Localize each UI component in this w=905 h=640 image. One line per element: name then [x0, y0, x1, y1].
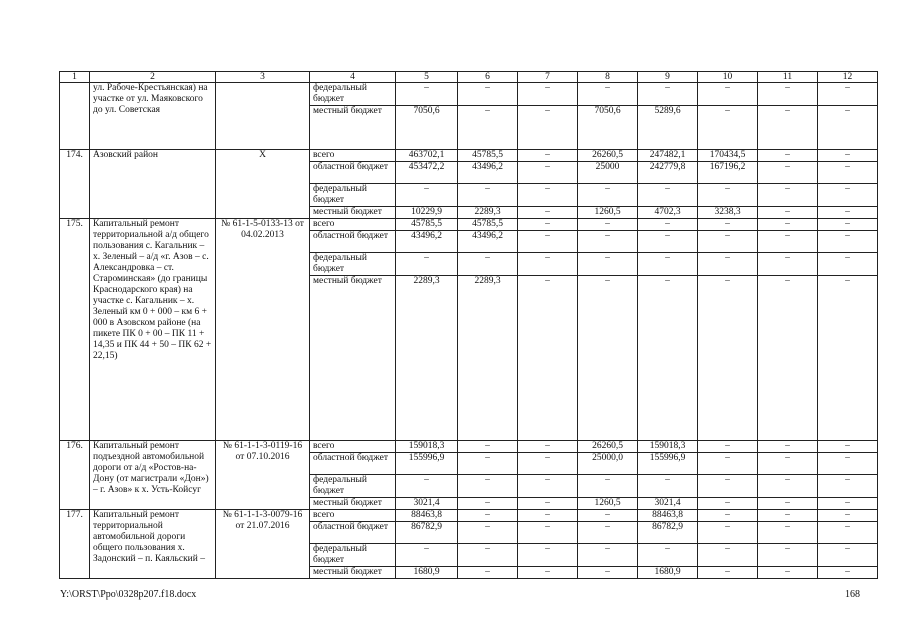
amount-cell: 25000,0 — [578, 453, 638, 475]
amount-cell: – — [698, 184, 758, 207]
amount-cell: – — [518, 544, 578, 567]
amount-cell: 159018,3 — [396, 441, 458, 453]
column-header: 8 — [578, 72, 638, 83]
amount-cell: – — [758, 544, 818, 567]
document-ref: № 61-1-1-3-0119-16 от 07.10.2016 — [216, 441, 310, 510]
row-number: 174. — [60, 150, 90, 219]
funding-source: местный бюджет — [310, 276, 396, 441]
amount-cell: – — [818, 150, 878, 162]
amount-cell: – — [698, 475, 758, 498]
amount-cell: – — [818, 162, 878, 184]
amount-cell: – — [698, 106, 758, 150]
column-header: 9 — [638, 72, 698, 83]
amount-cell: – — [698, 441, 758, 453]
amount-cell: – — [578, 253, 638, 276]
amount-cell: – — [518, 150, 578, 162]
amount-cell: – — [758, 83, 818, 106]
amount-cell: 43496,2 — [396, 231, 458, 253]
amount-cell: – — [698, 219, 758, 231]
amount-cell: – — [698, 544, 758, 567]
amount-cell: – — [818, 498, 878, 510]
amount-cell: – — [698, 510, 758, 522]
amount-cell: – — [578, 184, 638, 207]
row-number: 177. — [60, 510, 90, 579]
amount-cell: – — [698, 276, 758, 441]
amount-cell: – — [458, 475, 518, 498]
amount-cell: – — [458, 106, 518, 150]
amount-cell: – — [698, 83, 758, 106]
amount-cell: – — [458, 567, 518, 579]
amount-cell: – — [396, 475, 458, 498]
amount-cell: 5289,6 — [638, 106, 698, 150]
amount-cell: – — [518, 567, 578, 579]
amount-cell: – — [578, 544, 638, 567]
amount-cell: 167196,2 — [698, 162, 758, 184]
amount-cell: 43496,2 — [458, 231, 518, 253]
funding-source: местный бюджет — [310, 207, 396, 219]
funding-source: федеральный бюджет — [310, 253, 396, 276]
amount-cell: 3238,3 — [698, 207, 758, 219]
funding-source: федеральный бюджет — [310, 83, 396, 106]
funding-source: всего — [310, 219, 396, 231]
amount-cell: – — [758, 231, 818, 253]
amount-cell: – — [818, 184, 878, 207]
amount-cell: – — [518, 510, 578, 522]
funding-source: всего — [310, 510, 396, 522]
column-header: 2 — [90, 72, 216, 83]
amount-cell: – — [698, 453, 758, 475]
amount-cell: – — [758, 475, 818, 498]
amount-cell: – — [818, 441, 878, 453]
funding-source: областной бюджет — [310, 522, 396, 544]
amount-cell: – — [818, 276, 878, 441]
amount-cell: – — [518, 106, 578, 150]
funding-source: федеральный бюджет — [310, 184, 396, 207]
funding-source: федеральный бюджет — [310, 544, 396, 567]
column-header: 1 — [60, 72, 90, 83]
funding-source: всего — [310, 150, 396, 162]
amount-cell: 155996,9 — [396, 453, 458, 475]
amount-cell: 242779,8 — [638, 162, 698, 184]
amount-cell: 170434,5 — [698, 150, 758, 162]
amount-cell: – — [578, 567, 638, 579]
amount-cell: – — [818, 219, 878, 231]
amount-cell: – — [396, 83, 458, 106]
object-name: Азовский район — [90, 150, 216, 219]
object-name: Капитальный ремонт территориальной а/д общего пользования с. Кагальник – х. Зеленый – а/д «г. Азов – с. Александровка – ст. Староминская» (до границы Краснодарского края) на участке с. Кагальник – х. Зеленый км 0 + 000 – км 6 + 000 в Азовском районе (на пикете ПК 0 + 00 – ПК 11 + 14,35 и ПК 44 + 50 – ПК 62 + 22,15) — [90, 219, 216, 441]
amount-cell: 7050,6 — [578, 106, 638, 150]
header-row — [60, 72, 878, 83]
budget-table — [59, 71, 878, 579]
amount-cell: – — [758, 522, 818, 544]
amount-cell: 86782,9 — [638, 522, 698, 544]
funding-source: местный бюджет — [310, 106, 396, 150]
amount-cell: – — [458, 441, 518, 453]
amount-cell: – — [518, 453, 578, 475]
amount-cell: – — [818, 544, 878, 567]
amount-cell: – — [638, 253, 698, 276]
amount-cell: 2289,3 — [458, 276, 518, 441]
document-ref — [216, 83, 310, 150]
amount-cell: 463702,1 — [396, 150, 458, 162]
table-row — [60, 83, 878, 106]
amount-cell: – — [638, 231, 698, 253]
column-header: 7 — [518, 72, 578, 83]
amount-cell: – — [638, 219, 698, 231]
amount-cell: 453472,2 — [396, 162, 458, 184]
amount-cell: 26260,5 — [578, 150, 638, 162]
amount-cell: – — [638, 83, 698, 106]
amount-cell: 2289,3 — [396, 276, 458, 441]
amount-cell: – — [638, 276, 698, 441]
amount-cell: – — [758, 162, 818, 184]
amount-cell: – — [818, 253, 878, 276]
document-ref: № 61-1-1-3-0079-16 от 21.07.2016 — [216, 510, 310, 579]
funding-source: областной бюджет — [310, 162, 396, 184]
object-name: Капитальный ремонт подъездной автомобильной дороги от а/д «Ростов-на-Дону (от магистрали «Дон») – г. Азов» к х. Усть-Койсуг — [90, 441, 216, 510]
amount-cell: – — [698, 231, 758, 253]
amount-cell: – — [818, 453, 878, 475]
amount-cell: 1260,5 — [578, 498, 638, 510]
amount-cell: – — [758, 441, 818, 453]
column-header: 4 — [310, 72, 396, 83]
funding-source: местный бюджет — [310, 567, 396, 579]
amount-cell: – — [518, 231, 578, 253]
column-header: 3 — [216, 72, 310, 83]
amount-cell: – — [518, 276, 578, 441]
funding-source: областной бюджет — [310, 231, 396, 253]
page-number: 168 — [845, 589, 860, 600]
amount-cell: 2289,3 — [458, 207, 518, 219]
amount-cell: – — [818, 83, 878, 106]
amount-cell: – — [518, 83, 578, 106]
amount-cell: – — [758, 219, 818, 231]
amount-cell: 3021,4 — [638, 498, 698, 510]
amount-cell: 1260,5 — [578, 207, 638, 219]
amount-cell: – — [458, 184, 518, 207]
amount-cell: 88463,8 — [396, 510, 458, 522]
amount-cell: – — [578, 83, 638, 106]
column-header: 11 — [758, 72, 818, 83]
amount-cell: – — [698, 567, 758, 579]
amount-cell: – — [818, 510, 878, 522]
funding-source: областной бюджет — [310, 453, 396, 475]
amount-cell: – — [458, 253, 518, 276]
row-number: 176. — [60, 441, 90, 510]
amount-cell: 26260,5 — [578, 441, 638, 453]
amount-cell: – — [758, 276, 818, 441]
amount-cell: 45785,5 — [458, 150, 518, 162]
table-row — [60, 510, 878, 522]
amount-cell: – — [758, 567, 818, 579]
amount-cell: – — [518, 184, 578, 207]
table-row — [60, 150, 878, 162]
amount-cell: – — [458, 510, 518, 522]
amount-cell: – — [518, 441, 578, 453]
amount-cell: – — [458, 83, 518, 106]
amount-cell: – — [818, 567, 878, 579]
amount-cell: – — [818, 106, 878, 150]
amount-cell: – — [818, 207, 878, 219]
amount-cell: – — [396, 184, 458, 207]
amount-cell: – — [638, 544, 698, 567]
amount-cell: – — [758, 184, 818, 207]
amount-cell: 45785,5 — [458, 219, 518, 231]
amount-cell: – — [578, 219, 638, 231]
object-name: Капитальный ремонт территориальной автомобильной дороги общего пользования х. Задонский – п. Каяльский – — [90, 510, 216, 579]
funding-source: федеральный бюджет — [310, 475, 396, 498]
amount-cell: – — [758, 253, 818, 276]
amount-cell: – — [638, 475, 698, 498]
amount-cell: – — [458, 544, 518, 567]
amount-cell: – — [698, 498, 758, 510]
amount-cell: – — [396, 253, 458, 276]
amount-cell: – — [458, 453, 518, 475]
column-header: 5 — [396, 72, 458, 83]
amount-cell: – — [458, 522, 518, 544]
document-ref: Х — [216, 150, 310, 219]
amount-cell: 10229,9 — [396, 207, 458, 219]
amount-cell: – — [758, 453, 818, 475]
amount-cell: 1680,9 — [638, 567, 698, 579]
amount-cell: – — [458, 498, 518, 510]
amount-cell: – — [758, 498, 818, 510]
column-header: 6 — [458, 72, 518, 83]
amount-cell: 1680,9 — [396, 567, 458, 579]
amount-cell: 4702,3 — [638, 207, 698, 219]
amount-cell: 88463,8 — [638, 510, 698, 522]
amount-cell: – — [758, 150, 818, 162]
amount-cell: – — [518, 253, 578, 276]
amount-cell: – — [638, 184, 698, 207]
funding-source: всего — [310, 441, 396, 453]
amount-cell: – — [518, 522, 578, 544]
table-row — [60, 219, 878, 231]
amount-cell: 155996,9 — [638, 453, 698, 475]
funding-source: местный бюджет — [310, 498, 396, 510]
amount-cell: 45785,5 — [396, 219, 458, 231]
amount-cell: 247482,1 — [638, 150, 698, 162]
amount-cell: – — [758, 207, 818, 219]
table-row — [60, 441, 878, 453]
row-number: 175. — [60, 219, 90, 441]
column-header: 10 — [698, 72, 758, 83]
object-name: ул. Рабоче-Крестьянская) на участке от ул. Маяковского до ул. Советская — [90, 83, 216, 150]
amount-cell: 86782,9 — [396, 522, 458, 544]
amount-cell: – — [698, 522, 758, 544]
amount-cell: – — [578, 510, 638, 522]
amount-cell: 7050,6 — [396, 106, 458, 150]
amount-cell: – — [518, 219, 578, 231]
amount-cell: – — [518, 162, 578, 184]
amount-cell: 3021,4 — [396, 498, 458, 510]
amount-cell: – — [578, 475, 638, 498]
amount-cell: – — [578, 276, 638, 441]
amount-cell: – — [758, 106, 818, 150]
amount-cell: 43496,2 — [458, 162, 518, 184]
amount-cell: – — [518, 207, 578, 219]
amount-cell: – — [578, 231, 638, 253]
amount-cell: – — [578, 522, 638, 544]
document-ref: № 61-1-5-0133-13 от 04.02.2013 — [216, 219, 310, 441]
amount-cell: – — [818, 231, 878, 253]
amount-cell: – — [818, 522, 878, 544]
amount-cell: – — [698, 253, 758, 276]
amount-cell: – — [518, 475, 578, 498]
amount-cell: 159018,3 — [638, 441, 698, 453]
amount-cell: 25000 — [578, 162, 638, 184]
amount-cell: – — [818, 475, 878, 498]
row-number — [60, 83, 90, 150]
amount-cell: – — [758, 510, 818, 522]
column-header: 12 — [818, 72, 878, 83]
file-path: Y:\ORST\Ppo\0328p207.f18.docx — [60, 589, 197, 600]
amount-cell: – — [396, 544, 458, 567]
amount-cell: – — [518, 498, 578, 510]
